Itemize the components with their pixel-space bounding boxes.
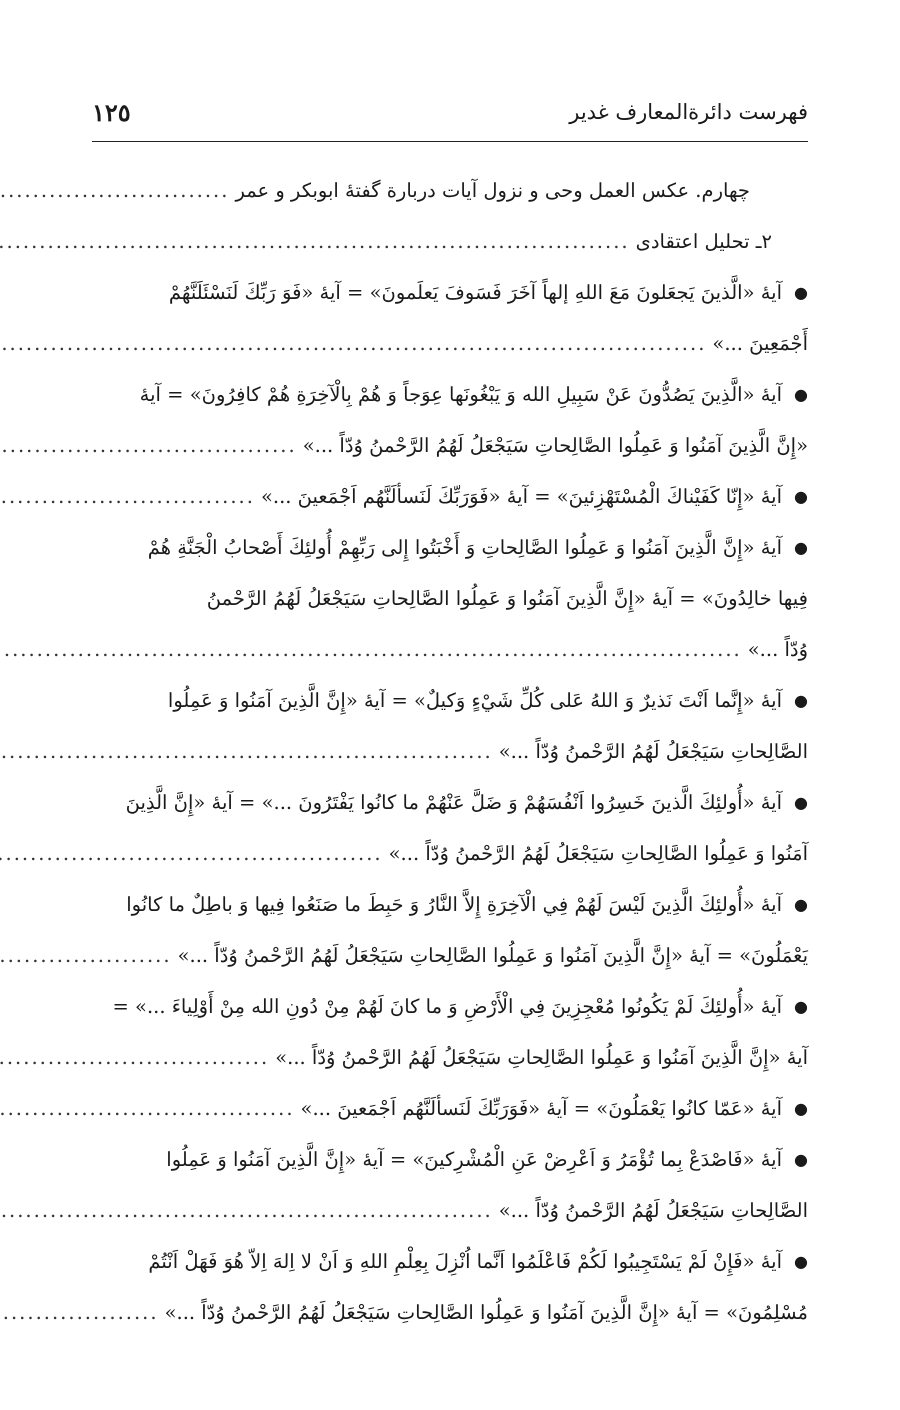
page-number: ١٢٥ xyxy=(92,97,131,127)
toc-line xyxy=(92,981,808,1032)
toc-line xyxy=(92,1032,808,1083)
dot-leader xyxy=(0,638,742,661)
toc-line xyxy=(92,1185,808,1236)
entry-text: آيهٔ «إِنَّ الَّذِينَ آمَنُوا وَ عَمِلُوا الصَّالِحاتِ وَ أَخْبَتُوا إِلى رَبِّهِمْ أُولئِكَ أَصْحابُ الْجَنَّةِ هُمْ xyxy=(147,536,783,559)
toc-entry xyxy=(92,777,808,879)
entry-text: آيهٔ «أُولئِكَ الَّذينَ خَسِرُوا اَنْفُسَهُمْ وَ ضَلَّ عَنْهُمْ ما كانُوا يَفْتَرُونَ ...» = آيهٔ «إِنَّ الَّذِينَ xyxy=(125,791,783,814)
entry-text: آيهٔ «فَإِنْ لَمْ يَسْتَجِيبُوا لَكُمْ فَاعْلَمُوا اَنَّما اُنْزِلَ بِعِلْمِ اللهِ وَ اَنْ لا اِلهَ اِلاّ هُوَ فَهَلْ اَنْتُمْ xyxy=(148,1250,783,1273)
header-rule xyxy=(92,141,808,142)
dot-leader xyxy=(0,1199,493,1222)
toc-line xyxy=(92,879,808,930)
dot-leader xyxy=(0,332,706,355)
entry-text: فِيها خالِدُونَ» = آيهٔ «إِنَّ الَّذِينَ آمَنُوا وَ عَمِلُوا الصَّالِحاتِ سَيَجْعَلُ لَهُمُ الرَّحْمنُ xyxy=(206,587,808,610)
toc-line xyxy=(92,1134,808,1185)
toc-entry xyxy=(92,1134,808,1236)
toc-entry xyxy=(92,879,808,981)
entry-text: آيهٔ «إِنّا كَفَيْناكَ الْمُسْتَهْزِئينَ» = آيهٔ «فَوَرَبِّكَ لَنَسألَنَّهُم اَجْمَعينَ ...» xyxy=(260,485,783,508)
entry-text: چهارم. عكس العمل وحی و نزول آيات دربارة گفتهٔ ابوبكر و عمر xyxy=(235,179,750,202)
dot-leader xyxy=(0,179,229,202)
bullet-icon: ● xyxy=(794,793,808,812)
toc-line xyxy=(92,369,808,420)
bullet-icon: ● xyxy=(794,1150,808,1169)
toc-line xyxy=(92,267,808,318)
toc-entry xyxy=(92,1236,808,1338)
toc-line xyxy=(92,1236,808,1287)
entry-text: آمَنُوا وَ عَمِلُوا الصَّالِحاتِ سَيَجْعَلُ لَهُمُ الرَّحْمنُ وُدّاً ...» xyxy=(388,842,808,865)
bullet-icon: ● xyxy=(794,1252,808,1271)
running-title: فهرست دائرةالمعارف غدير xyxy=(569,100,808,124)
entry-text: «إِنَّ الَّذِينَ آمَنُوا وَ عَمِلُوا الصَّالِحاتِ سَيَجْعَلُ لَهُمُ الرَّحْمنُ وُدّاً ...» xyxy=(302,434,808,457)
toc-line xyxy=(92,777,808,828)
toc-line xyxy=(92,726,808,777)
toc-line xyxy=(92,522,808,573)
entry-text: آيهٔ «الَّذِينَ يَصُدُّونَ عَنْ سَبِيلِ الله وَ يَبْغُونَها عِوَجاً وَ هُمْ بِالْآخِرَةِ هُمْ كافِرُونَ» = آيهٔ xyxy=(139,383,783,406)
entry-text: آيهٔ «إِنَّ الَّذِينَ آمَنُوا وَ عَمِلُوا الصَّالِحاتِ سَيَجْعَلُ لَهُمُ الرَّحْمنُ وُدّاً ...» xyxy=(275,1046,808,1069)
entry-text: آيهٔ «فَاصْدَعْ بِما تُؤْمَرُ وَ اَعْرِضْ عَنِ الْمُشْرِكينَ» = آيهٔ «إِنَّ الَّذِينَ آمَنُوا وَ عَمِلُوا xyxy=(166,1148,783,1171)
toc-entry xyxy=(92,981,808,1083)
dot-leader xyxy=(0,485,255,508)
entry-text: آيهٔ «أُولئِكَ الَّذِينَ لَيْسَ لَهُمْ فِي الْآخِرَةِ إِلاَّ النَّارُ وَ حَبِطَ ما صَنَعُوا فِيها وَ باطِلٌ ما كانُوا xyxy=(126,893,783,916)
entry-text: آيهٔ «أُولئِكَ لَمْ يَكُونُوا مُعْجِزِينَ فِي الْأَرْضِ وَ ما كانَ لَهُمْ مِنْ دُونِ الله مِنْ أَوْلِياءَ ...» = xyxy=(112,995,783,1018)
entry-text: وُدّاً ...» xyxy=(747,638,808,661)
entry-text: يَعْمَلُونَ» = آيهٔ «إِنَّ الَّذِينَ آمَنُوا وَ عَمِلُوا الصَّالِحاتِ سَيَجْعَلُ لَهُمُ الرَّحْمنُ وُدّاً ...» xyxy=(177,944,808,967)
toc-line xyxy=(92,165,808,216)
bullet-icon: ● xyxy=(794,895,808,914)
bullet-icon: ● xyxy=(794,283,808,302)
toc-line xyxy=(92,1083,808,1134)
entry-text: ٢ـ تحليل اعتقادی xyxy=(635,230,772,253)
dot-leader xyxy=(0,740,493,763)
toc-entry xyxy=(92,1083,808,1134)
dot-leader xyxy=(0,1046,269,1069)
entry-text: آيهٔ «عَمّا كانُوا يَعْمَلُونَ» = آيهٔ «فَوَرَبِّكَ لَنَسألَنَّهُم اَجْمَعينَ ...» xyxy=(300,1097,783,1120)
toc-entry xyxy=(92,522,808,675)
entry-text: آيهٔ «إِنَّما اَنْتَ نَذيرٌ وَ اللهُ عَلى كُلِّ شَيْءٍ وَكيلٌ» = آيهٔ «إِنَّ الَّذِينَ آمَنُوا وَ عَمِلُوا xyxy=(167,689,783,712)
page-header xyxy=(92,92,808,132)
toc-line xyxy=(92,573,808,624)
toc-line xyxy=(92,828,808,879)
toc-line xyxy=(92,930,808,981)
entry-text: الصَّالِحاتِ سَيَجْعَلُ لَهُمُ الرَّحْمنُ وُدّاً ...» xyxy=(498,740,808,763)
entry-text: الصَّالِحاتِ سَيَجْعَلُ لَهُمُ الرَّحْمنُ وُدّاً ...» xyxy=(498,1199,808,1222)
toc-entry xyxy=(92,216,808,267)
toc-line xyxy=(92,318,808,369)
toc-line xyxy=(92,420,808,471)
bullet-icon: ● xyxy=(794,997,808,1016)
toc-line xyxy=(92,675,808,726)
bullet-icon: ● xyxy=(794,1099,808,1118)
dot-leader xyxy=(0,944,172,967)
dot-leader xyxy=(0,842,383,865)
toc-line xyxy=(92,1287,808,1338)
toc-line xyxy=(92,624,808,675)
table-of-contents xyxy=(92,165,808,1338)
toc-line xyxy=(92,471,808,522)
bullet-icon: ● xyxy=(794,385,808,404)
bullet-icon: ● xyxy=(794,538,808,557)
entry-text: آيهٔ «الَّذينَ يَجعَلونَ مَعَ اللهِ إلهاً آخَرَ فَسَوفَ يَعلَمونَ» = آيهٔ «فَوَ رَبِّكَ لَنَسْئَلَنَّهُمْ xyxy=(168,281,783,304)
toc-entry xyxy=(92,267,808,369)
toc-line xyxy=(92,216,808,267)
dot-leader xyxy=(0,1301,159,1324)
toc-entry xyxy=(92,369,808,471)
dot-leader xyxy=(0,1097,295,1120)
toc-entry xyxy=(92,165,808,216)
toc-entry xyxy=(92,675,808,777)
bullet-icon: ● xyxy=(794,691,808,710)
toc-entry xyxy=(92,471,808,522)
dot-leader xyxy=(0,230,630,253)
dot-leader xyxy=(0,434,297,457)
bullet-icon: ● xyxy=(794,487,808,506)
entry-text: مُسْلِمُونَ» = آيهٔ «إِنَّ الَّذِينَ آمَنُوا وَ عَمِلُوا الصَّالِحاتِ سَيَجْعَلُ لَهُمُ الرَّحْمنُ وُدّاً ...» xyxy=(164,1301,808,1324)
entry-text: أَجْمَعِينَ ...» xyxy=(712,332,808,355)
